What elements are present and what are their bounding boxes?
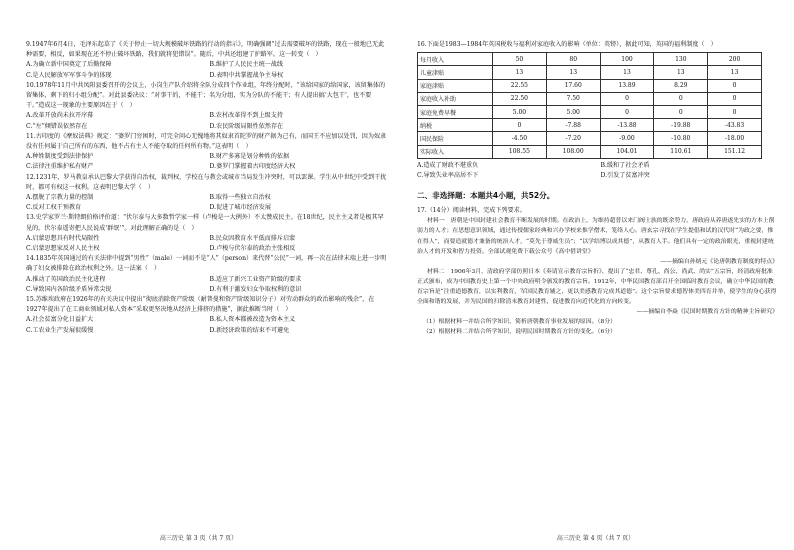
option-item: A.造成了财政不堪重负: [417, 161, 479, 169]
row-label: 每月收入: [418, 53, 493, 66]
option-item: D.促进了城市经济发展: [209, 204, 271, 212]
question-block: [26, 213, 387, 254]
table-cell: 130: [654, 53, 708, 66]
option-item: B.私人资本都被改造为资本主义: [209, 316, 296, 324]
table-cell: 22.55: [493, 79, 547, 92]
table-row: [418, 119, 762, 132]
table-cell: 0: [654, 92, 708, 105]
table-cell: -43.83: [708, 119, 762, 132]
table-cell: 0: [654, 105, 708, 118]
material-two: 材料二 1906年3月，清政府学部仿照日本《奏请宣示教育宗旨折》，提出了“忠君、尊孔、尚公、尚武、尚实”五宗旨，经清政府批准正式颁布，成为中国教育史上第一个中央政府明令颁发的教育宗旨。1912年，中华民国教育部召开全国临时教育会议，确立中华民国的教育宗旨是“注重道德教育，以实利教育，军国民教育辅之，更以美感教育完成其道德”。这个宗旨要求德智体美四育并举，使学生的身心获得全面和谐的发展，并为民国的扫除清末教育封建性，促进教育向近代化的方向转变。: [417, 268, 777, 306]
table-cell: 13: [708, 66, 762, 79]
option-item: A.改革开放尚未拉开序幕: [26, 112, 94, 120]
question-options: [26, 111, 387, 131]
option-item: A.推动了英国政治民主化进程: [26, 275, 106, 283]
question-options: [26, 193, 387, 213]
table-cell: 108.00: [546, 145, 600, 158]
table-cell: 13: [600, 66, 654, 79]
table-cell: 80: [546, 53, 600, 66]
income-table: [417, 52, 762, 159]
material-one-source: ——摘编自孙炳元《论唐朝教育制度的特点》: [660, 258, 778, 265]
table-row: [418, 79, 762, 92]
question-stem: 13.史学家罗兰·斯特朗伯格评价道：“伏尔泰与大多数哲学家一样（卢梭是一大例外）不太赞成民主。在18世纪，民主主义者是极其罕见的。伏尔泰遥寄把人民说成‘群氓’”。对此理解正确的是（ ）: [26, 214, 384, 232]
material-one: 材料一 唐朝是中国封建社会教育不断发展的时期。在政治上，为维持超普以来门阀士族的既余势力，唐政府从养唐遂先实的方本上削弱力的人才；在思想意识领域，通过传授儒家经典和兴办学校来推学僧术，笼络人心。唐玄宗寻找在学生提倡和试的汉代时“为政之要，惟在得人”，而要造就德才兼备的统治人才，“莫先于尊威生员”；“以学结博以成其德”，从教育人手。他们具有一定的政治眼光，重视封建统治人才的开发和智力投资。全部试观免费下载公众号《高中借讲堂》: [417, 218, 775, 255]
table-cell: 13: [493, 66, 547, 79]
table-cell: 110.61: [654, 145, 708, 158]
option-item: D.卢梭与伏尔泰的政治主张相反: [209, 245, 296, 253]
option-item: B.维护了人民民主统一战线: [209, 61, 283, 69]
table-cell: 50: [493, 53, 547, 66]
table-cell: 17.60: [546, 79, 600, 92]
table-cell: 0: [708, 79, 762, 92]
row-label: 国民保险: [418, 132, 493, 145]
question-options: [26, 315, 387, 335]
table-cell: -4.50: [493, 132, 547, 145]
table-cell: 108.55: [493, 145, 547, 158]
table-cell: 200: [708, 53, 762, 66]
table-row: [418, 132, 762, 145]
question-block: [26, 40, 387, 81]
table-row: [418, 53, 762, 66]
option-item: B.民众因教育水平低而排斥启蒙: [209, 234, 296, 242]
table-cell: 151.12: [708, 145, 762, 158]
option-item: A.种姓制度受到法律保护: [26, 153, 94, 161]
table-cell: 22.50: [493, 92, 547, 105]
row-label: 儿童津贴: [418, 66, 493, 79]
table-cell: 13: [654, 66, 708, 79]
sub-question-2: （2）根据材料二并结合所学知识，说明民国时期教育方针的变化。（6分）: [423, 329, 617, 336]
option-item: D.新经济政策的结束不可避免: [209, 326, 290, 334]
table-cell: -7.20: [546, 132, 600, 145]
question-block: [26, 173, 387, 214]
option-item: C.启蒙思想家反对人民主权: [26, 245, 100, 253]
option-item: D.农民阶级局限性依然存在: [209, 122, 284, 130]
table-cell: 0: [600, 92, 654, 105]
table-cell: 7.50: [546, 92, 600, 105]
option-item: D.婆罗门掌握着古印度经济大权: [209, 163, 296, 171]
table-row: [418, 145, 762, 158]
question-block: [26, 295, 387, 336]
question-options: [26, 152, 387, 172]
table-cell: 5.00: [493, 105, 547, 118]
option-item: A.启蒙思想具有时代局限性: [26, 234, 100, 242]
table-cell: 0: [600, 105, 654, 118]
right-page-footer: 高三历史 第 4 页（共 7 页）: [556, 535, 635, 542]
table-row: [418, 92, 762, 105]
question-options: [26, 275, 387, 295]
option-item: D.引发了贫富冲突: [600, 171, 650, 179]
question-options: [26, 234, 387, 254]
table-cell: 13.89: [600, 79, 654, 92]
question-16-options: [417, 161, 778, 181]
option-item: A.社会贫富分化日益扩大: [26, 316, 94, 324]
table-cell: 8.29: [654, 79, 708, 92]
option-item: B.取得一些独立自治权: [209, 194, 271, 202]
table-cell: -18.00: [708, 132, 762, 145]
row-label: 家庭收入补助: [418, 92, 493, 105]
option-item: A.摆脱了宗教力量的控制: [26, 194, 94, 202]
row-label: 家庭免费早餐: [418, 105, 493, 118]
row-label: 家庭津贴: [418, 79, 493, 92]
table-cell: 0: [708, 92, 762, 105]
table-cell: -19.88: [654, 119, 708, 132]
table-cell: -9.00: [600, 132, 654, 145]
option-item: C.工农业生产发展很缓慢: [26, 326, 94, 334]
question-stem: 14.1835年英国通过的有关法律中提到“男性”（male）一词而不是“人”（person）来代替“公民”一词，再一次在法律末端上进一步明确了妇女被排除在政治权利之外。这一法案（ ）: [26, 255, 387, 273]
table-row: [418, 105, 762, 118]
row-label: 纳税: [418, 119, 493, 132]
option-item: C.是人民解放军军事斗争的体现: [26, 71, 112, 79]
option-item: D.表明中共掌握战争主导权: [209, 71, 284, 79]
option-item: B.适应了新兴工业资产阶级的要求: [209, 275, 302, 283]
question-17-head: 17.（14分）阅读材料，完成下列要求。: [417, 207, 526, 215]
table-cell: -10.80: [654, 132, 708, 145]
sub-question-1: （1）根据材料一并结合所学知识，简析唐朝教育事业发展的原因。（8分）: [423, 319, 617, 326]
option-item: C.导致国内各阶级矛盾异常尖锐: [26, 285, 112, 293]
right-page: [397, 0, 794, 550]
table-cell: 0: [493, 119, 547, 132]
table-cell: 5.00: [546, 105, 600, 118]
question-block: [26, 254, 387, 295]
question-stem: 15.苏维埃政府在1926年的有关决议中提出“彻底消除资产阶级（耐普曼和资产阶级知识分子）对劳动群众的政治影响的残余”，在1927年提出了在工商业领域对私人资本“采取更坚决地从经济上排挤的措施”，据此推断当时（ ）: [26, 296, 375, 314]
question-stem: 10.1978年11月中共凤阳县委召开的会议上，小岗生产队介绍将全队分成四个作业组，年终分配时，“该给国家的给国家，该留集体的留集体，剩下的归小组分配”。对此县委决议：“对事干的，不能干；名为分组，实为分队的不能干；有人提出搞‘大包干’，也不要干。”造成这一现象的主要原因在于（ ）: [26, 81, 386, 110]
section-title: 二、非选择题：本题共4小题，共52分。: [417, 191, 555, 201]
question-stem: 12.1231年，罗马教皇承认巴黎大学获得自治权，裁判权，学校在与教会或城市当局发生冲突时，可以罢课。学生从中世纪中受到干扰时，都可有权这一权利。这表明巴黎大学（ ）: [26, 173, 387, 191]
table-cell: 0: [708, 105, 762, 118]
question-stem: 11.古印度的《摩奴法典》规定：“婆罗门穷困时，可完全问心无愧地将其奴隶首陀罗的财产据为己有，而国王不应加以处罚，因为奴隶没有任何属于自己所有的东西，他不占有主人不能夺取的任何所有物。”这表明（ ）: [26, 132, 387, 151]
question-block: [26, 81, 387, 132]
table-row: [418, 66, 762, 79]
option-item: D.有利于激发妇女争取权利的意识: [209, 285, 302, 293]
question-options: [26, 60, 387, 80]
table-cell: 13: [546, 66, 600, 79]
option-item: C.反对工权干预教育: [26, 204, 82, 212]
option-item: C.导致失业率高居不下: [417, 171, 479, 179]
question-list-left: [26, 40, 387, 336]
question-block: [26, 132, 387, 173]
option-item: B.缓和了社会矛盾: [600, 161, 650, 169]
left-page-footer: 高三历史 第 3 页（共 7 页）: [159, 535, 238, 542]
table-cell: -7.88: [546, 119, 600, 132]
question-16-stem: 16.下面是1983—1984年英国税收与福利对家庭收入的影响（单位：英镑），据此可知，英国的福利制度（ ）: [417, 41, 717, 48]
row-label: 实际收入: [418, 145, 493, 158]
material-two-source: ——摘编自李焱《民国时期教育方针的精神主旨研究》: [636, 309, 778, 316]
option-item: C.法律注重维护私有财产: [26, 163, 94, 171]
option-item: B.财产多寡是划分种姓的依据: [209, 153, 290, 161]
option-item: B.农村改革得不到上级支持: [209, 112, 283, 120]
option-item: A.为确立新中国奠定了后勤保障: [26, 61, 112, 69]
table-cell: 104.01: [600, 145, 654, 158]
question-stem: 9.1947年6月4日，毛泽东起草了《关于停止一切大规模破坏铁路的行动的指示》，明确强调“过去需要破坏的铁路，现在一般地已无此种需要，相反，如果现在还不停止破坏铁路，我们就将犯错误”。随后，中共还组建了护路军。这一转变（ ）: [26, 41, 385, 59]
table-cell: -13.88: [600, 119, 654, 132]
option-item: C.“左”倾错误依然存在: [26, 122, 88, 130]
table-cell: 100: [600, 53, 654, 66]
